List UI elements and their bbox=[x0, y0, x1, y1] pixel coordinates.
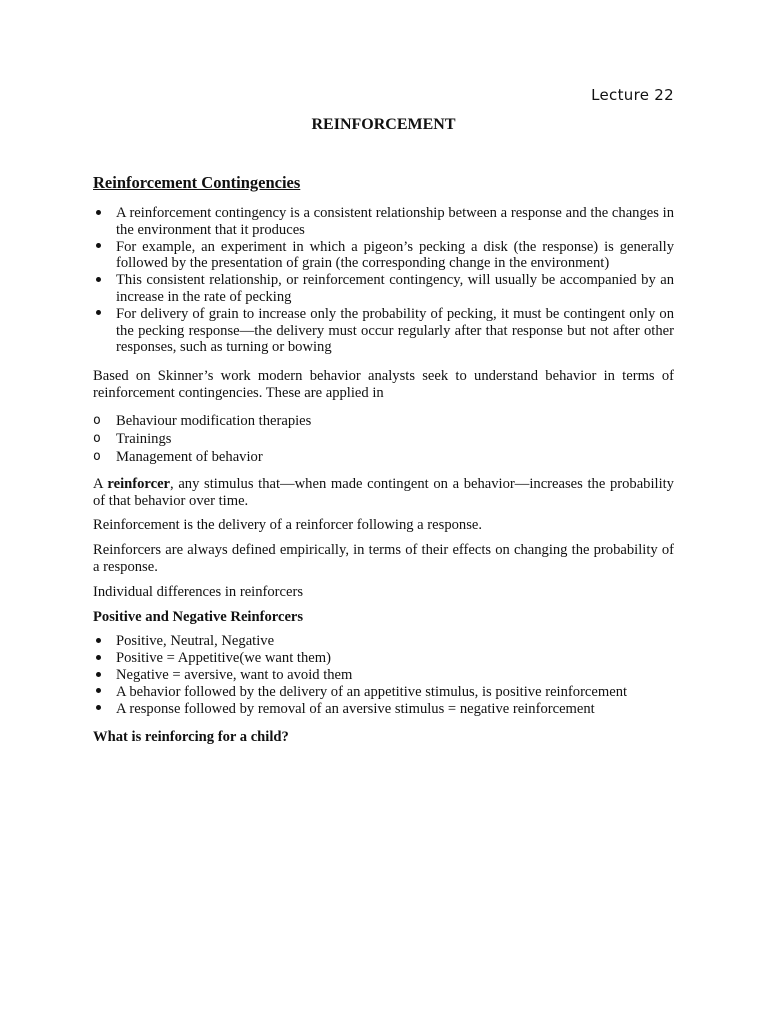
list-item: o Management of behavior bbox=[93, 448, 263, 465]
list-item: o Behaviour modification therapies bbox=[93, 412, 312, 429]
section-heading-positive-negative: Positive and Negative Reinforcers bbox=[93, 608, 304, 625]
bullet-icon bbox=[93, 272, 103, 289]
bullet-icon bbox=[93, 667, 103, 684]
section-heading-contingencies: Reinforcement Contingencies bbox=[93, 173, 301, 192]
lecture-label: Lecture 22 bbox=[591, 86, 674, 104]
bullet-icon bbox=[93, 306, 103, 323]
list-item: Positive = Appetitive(we want them) bbox=[93, 650, 674, 667]
applications-list bbox=[93, 412, 674, 466]
empirical-definition: Reinforcers are always defined empirically, in terms of their effects on changing the probability of a response. bbox=[93, 542, 674, 575]
bullet-icon bbox=[93, 239, 103, 256]
list-item: A behavior followed by the delivery of an appetitive stimulus, is positive reinforcement bbox=[93, 684, 674, 701]
page-title: REINFORCEMENT bbox=[311, 116, 456, 133]
bullet-icon bbox=[93, 684, 103, 701]
list-item: Negative = aversive, want to avoid them bbox=[93, 667, 674, 684]
circle-bullet-icon: o bbox=[93, 412, 101, 428]
reinforcement-definition: Reinforcement is the delivery of a reinforcer following a response. bbox=[93, 517, 483, 534]
reinforcer-term: reinforcer bbox=[107, 475, 171, 492]
list-item: For example, an experiment in which a pigeon’s pecking a disk (the response) is generally followed by the presentation of grain (the corresponding change in the environment) bbox=[93, 239, 674, 273]
individual-differences: Individual differences in reinforcers bbox=[93, 583, 304, 600]
bullet-icon bbox=[93, 650, 103, 667]
bullet-icon bbox=[93, 633, 103, 650]
bullet-icon bbox=[93, 205, 103, 222]
list-item: For delivery of grain to increase only the probability of pecking, it must be contingent only on the pecking response—the delivery must occur regularly after that response but not after other responses, such as turning or bowing bbox=[93, 306, 674, 356]
list-item: This consistent relationship, or reinforcement contingency, will usually be accompanied by an increase in the rate of pecking bbox=[93, 272, 674, 306]
list-item: A response followed by removal of an aversive stimulus = negative reinforcement bbox=[93, 701, 674, 718]
circle-bullet-icon: o bbox=[93, 448, 101, 464]
document-body bbox=[93, 173, 674, 746]
reinforcer-definition: A reinforcer, any stimulus that—when made contingent on a behavior—increases the probability of that behavior over time. bbox=[93, 475, 674, 509]
reinforcer-types-list bbox=[93, 633, 674, 717]
list-item: A reinforcement contingency is a consistent relationship between a response and the changes in the environment that it produces bbox=[93, 205, 674, 239]
circle-bullet-icon: o bbox=[93, 430, 101, 446]
closing-question: What is reinforcing for a child? bbox=[93, 729, 289, 746]
skinner-paragraph: Based on Skinner’s work modern behavior analysts seek to understand behavior in terms of reinforcement contingencies. These are applied in bbox=[93, 368, 674, 401]
list-item: o Trainings bbox=[93, 430, 172, 447]
contingency-bullet-list bbox=[93, 205, 674, 356]
list-item: Positive, Neutral, Negative bbox=[93, 633, 674, 650]
bullet-icon bbox=[93, 701, 103, 718]
